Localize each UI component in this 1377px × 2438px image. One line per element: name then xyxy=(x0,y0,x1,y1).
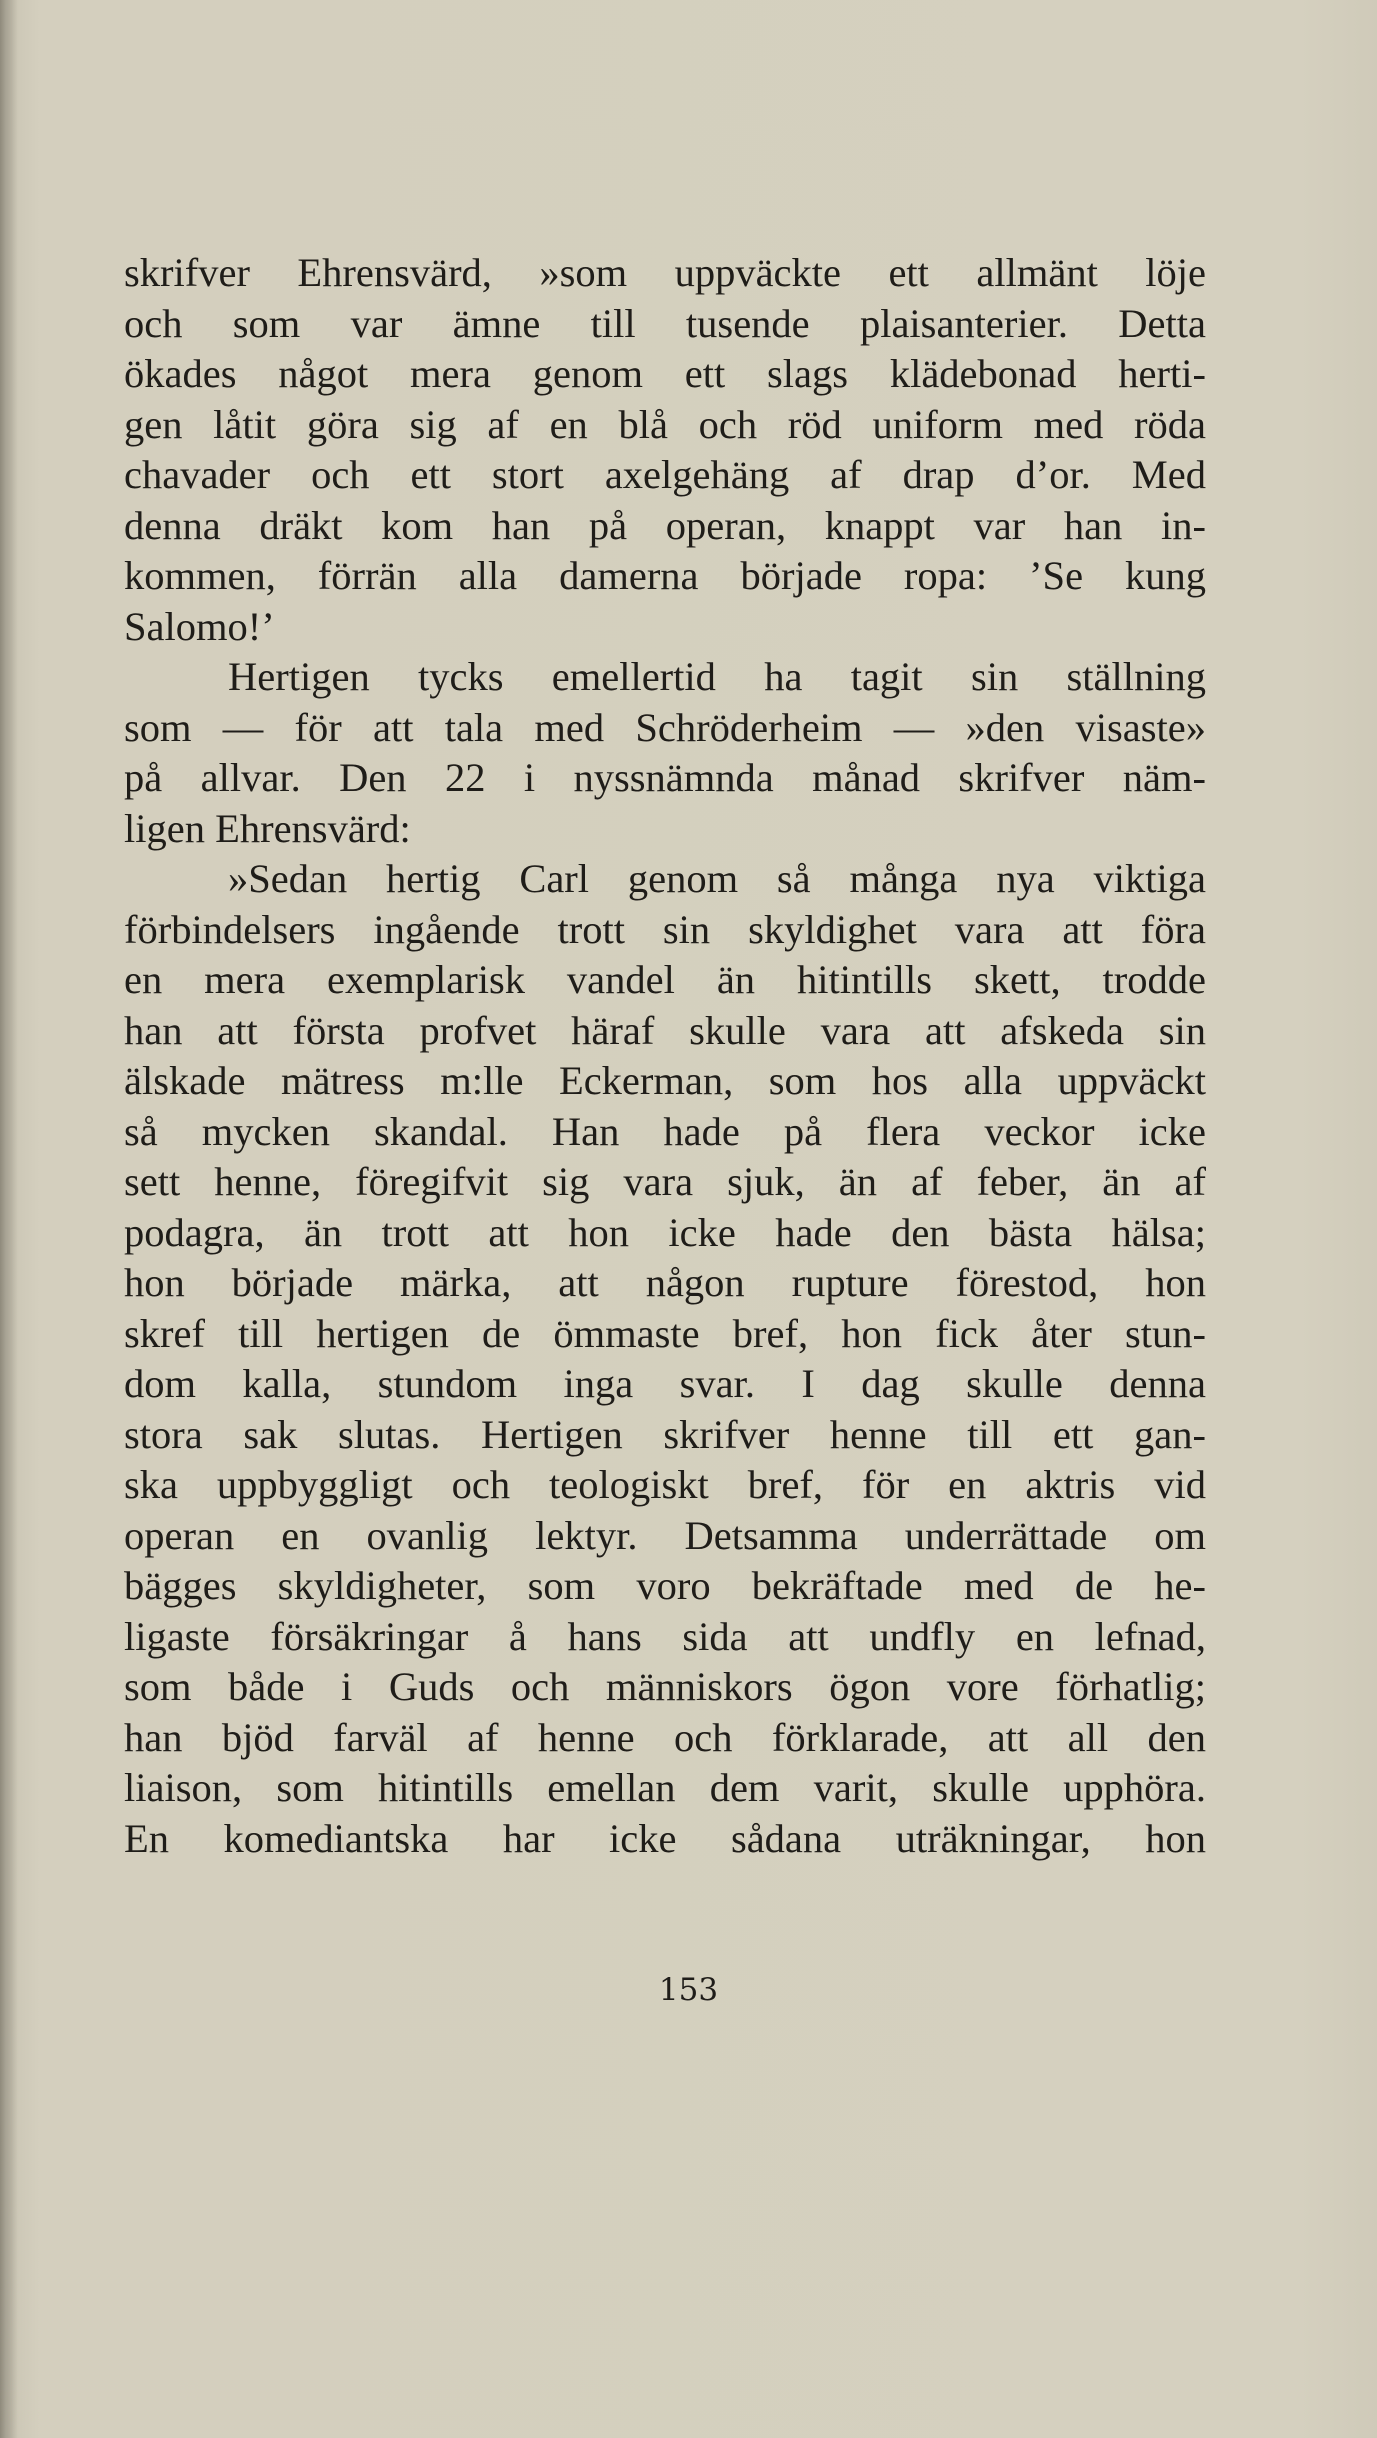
text-line: ska uppbyggligt och teologiskt bref, för en aktris vid xyxy=(124,1462,1206,1507)
text-line: chavader och ett stort axelgehäng af drap d’or. Med xyxy=(124,452,1206,497)
text-line: Salomo!’ xyxy=(124,603,275,649)
text-line: en mera exemplarisk vandel än hitintills skett, trodde xyxy=(124,957,1206,1002)
text-line: sett henne, föregifvit sig vara sjuk, än af feber, än af xyxy=(124,1159,1206,1204)
text-line: bägges skyldigheter, som voro bekräftade med de he- xyxy=(124,1563,1206,1608)
text-line: han att första profvet häraf skulle vara att afskeda sin xyxy=(124,1007,1206,1053)
text-line: ökades något mera genom ett slags klädebonad herti- xyxy=(124,351,1206,396)
paragraph-first-line: »Sedan hertig Carl genom så många nya viktiga xyxy=(228,856,1206,901)
text-line: så mycken skandal. Han hade på flera veckor icke xyxy=(124,1108,1206,1154)
text-line: och som var ämne till tusende plaisanterier. Detta xyxy=(124,300,1206,346)
body-text xyxy=(124,248,1206,1864)
text-line: som — för att tala med Schröderheim — »den visaste» xyxy=(124,704,1206,750)
text-line: ligen Ehrensvärd: xyxy=(124,805,411,851)
text-line: dom kalla, stundom inga svar. I dag skulle denna xyxy=(124,1361,1206,1406)
text-line: kommen, förrän alla damerna började ropa: ’Se kung xyxy=(124,553,1206,598)
text-line: som både i Guds och människors ögon vore förhatlig; xyxy=(124,1664,1206,1709)
text-line: skref till hertigen de ömmaste bref, hon fick åter stun- xyxy=(124,1310,1206,1356)
text-line: denna dräkt kom han på operan, knappt var han in- xyxy=(124,502,1206,548)
text-line: podagra, än trott att hon icke hade den bästa hälsa; xyxy=(124,1209,1206,1255)
text-line: han bjöd farväl af henne och förklarade, att all den xyxy=(124,1714,1206,1760)
text-line: liaison, som hitintills emellan dem varit, skulle upphöra. xyxy=(124,1765,1206,1810)
binding-gutter xyxy=(0,0,18,2438)
text-line: hon började märka, att någon rupture förestod, hon xyxy=(124,1260,1206,1305)
paragraph-first-line: Hertigen tycks emellertid ha tagit sin ställning xyxy=(228,654,1206,699)
text-line: En komediantska har icke sådana uträkningar, hon xyxy=(124,1815,1206,1861)
text-line: förbindelsers ingående trott sin skyldighet vara att föra xyxy=(124,906,1206,952)
text-line: stora sak slutas. Hertigen skrifver henne till ett gan- xyxy=(124,1411,1206,1457)
text-line: älskade mätress m:lle Eckerman, som hos alla uppväckt xyxy=(124,1058,1206,1103)
text-line: gen låtit göra sig af en blå och röd uniform med röda xyxy=(124,401,1206,447)
text-line: ligaste försäkringar å hans sida att undfly en lefnad, xyxy=(124,1613,1206,1659)
text-line: skrifver Ehrensvärd, »som uppväckte ett allmänt löje xyxy=(124,250,1206,295)
text-line: operan en ovanlig lektyr. Detsamma underrättade om xyxy=(124,1512,1206,1558)
page-number: 153 xyxy=(658,1972,719,2008)
text-line: på allvar. Den 22 i nyssnämnda månad skrifver näm- xyxy=(124,755,1206,800)
